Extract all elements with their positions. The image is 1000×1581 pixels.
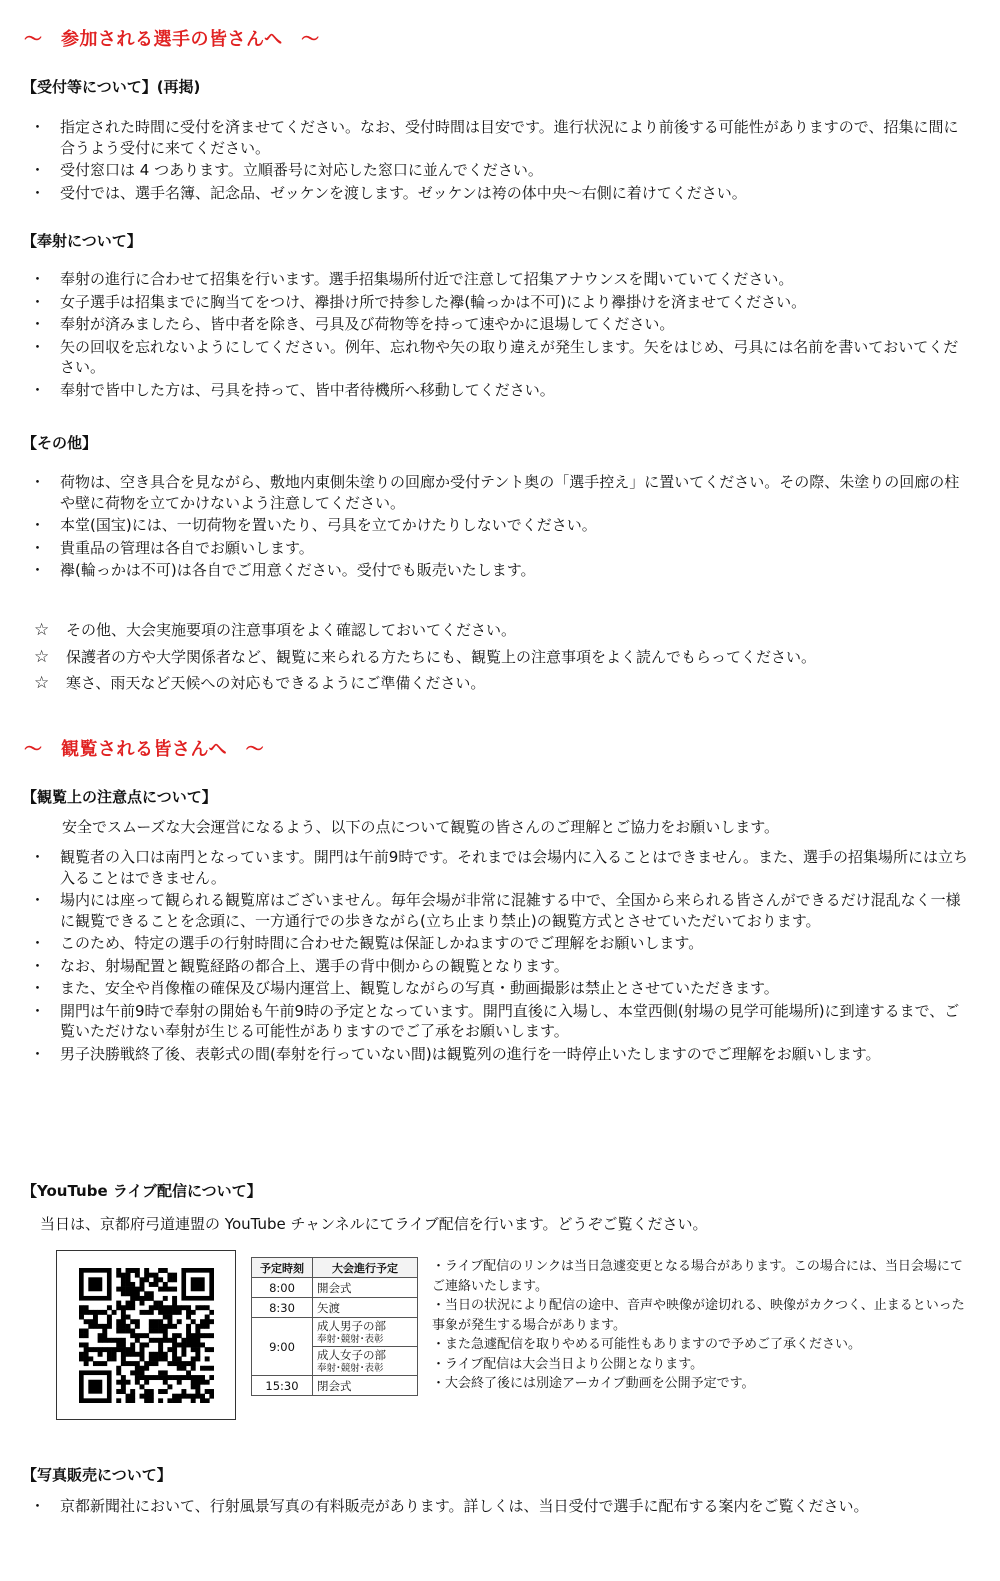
bullet-icon: ・ <box>30 161 46 179</box>
bullet-icon: ・ <box>30 473 46 491</box>
notes-star-list <box>34 620 974 700</box>
table-row <box>252 1298 418 1318</box>
bullet-icon: ・ <box>30 118 46 136</box>
list-item: ・ 開門は午前9時で奉射の開始も午前9時の予定となっています。開門直後に入場し、本堂西側(射場の見学可能場所)に到達するまで、ご覧いただけない奉射が生じる可能性がありますのでご了承をお願いします。 <box>30 1001 960 1040</box>
participants-section-title: ～ 参加される選手の皆さんへ ～ <box>24 29 320 50</box>
table-row <box>252 1278 418 1298</box>
list-item: ・ 男子決勝戦終了後、表彰式の間(奉射を行っていない間)は観覧列の進行を一時停止いたしますのでご理解をお願いします。 <box>30 1044 881 1063</box>
list-item: ☆ その他、大会実施要項の注意事項をよく確認しておいてください。 <box>34 620 517 640</box>
note-item: ・ライブ配信のリンクは当日急遽変更となる場合があります。この場合には、当日会場にてご連絡いたします。 <box>432 1259 963 1294</box>
bullet-icon: ・ <box>30 516 46 534</box>
list-item: ・ 受付窓口は 4 つあります。立順番号に対応した窓口に並んでください。 <box>30 161 543 179</box>
qr-code-frame <box>56 1250 236 1420</box>
reception-heading: 【受付等について】(再掲) <box>22 78 201 96</box>
list-item: ・ 観覧者の入口は南門となっています。開門は午前9時です。それまでは会場内に入ることはできません。また、選手の招集場所には立ち入ることはできません。 <box>30 848 969 887</box>
list-item: ・ 受付では、選手名簿、記念品、ゼッケンを渡します。ゼッケンは袴の体中央～右側に着けてください。 <box>30 183 747 202</box>
col-event-header: 大会進行予定 <box>313 1258 418 1278</box>
list-item: ・ 襷(輪っかは不可)は各自でご用意ください。受付でも販売いたします。 <box>30 561 536 579</box>
spectators-intro: 安全でスムーズな大会運営になるよう、以下の点について観覧の皆さんのご理解とご協力をお願いします。 <box>62 818 780 836</box>
list-item: ・ 荷物は、空き具合を見ながら、敷地内東側朱塗りの回廊か受付テント奥の「選手控え」に置いてください。その際、朱塗りの回廊の柱や壁に荷物を立てかけないよう注意してください。 <box>30 473 960 512</box>
youtube-heading: 【YouTube ライブ配信について】 <box>22 1182 262 1200</box>
schedule-event: 矢渡 <box>313 1298 418 1318</box>
schedule-event: 開会式 <box>313 1278 418 1298</box>
bullet-icon: ・ <box>30 934 46 952</box>
list-item: ・ また、安全や肖像権の確保及び場内運営上、観覧しながらの写真・動画撮影は禁止とさせていただきます。 <box>30 979 779 997</box>
bullet-icon: ・ <box>30 1497 46 1515</box>
schedule-time: 8:30 <box>252 1298 313 1318</box>
bullet-icon: ・ <box>30 380 46 399</box>
list-item: ・ 場内には座って観られる観覧席はございません。毎年会場が非常に混雑する中で、全国から来られる皆さんができるだけ混乱なく一様に観覧できることを念頭に、一方通行での歩きながら(立ち止まり禁止)の観覧方式とさせていただいております。 <box>30 891 961 930</box>
list-item: ・ 貴重品の管理は各自でお願いします。 <box>30 538 314 557</box>
note-item: ・大会終了後には別途アーカイブ動画を公開予定です。 <box>432 1376 755 1391</box>
schedule-event-detail: 奉射･競射･表彰 <box>317 1334 384 1345</box>
spectators-heading: 【観覧上の注意点について】 <box>22 788 217 806</box>
bullet-icon: ・ <box>30 337 46 356</box>
schedule-event: 成人男子の部 奉射･競射･表彰 <box>313 1318 418 1347</box>
youtube-notes <box>432 1257 972 1394</box>
bullet-icon: ・ <box>30 1044 46 1063</box>
bullet-icon: ・ <box>30 315 46 333</box>
bullet-icon: ・ <box>30 848 46 866</box>
bullet-icon: ・ <box>30 561 46 579</box>
star-icon: ☆ <box>34 620 50 640</box>
schedule-event: 成人女子の部 奉射･競射･表彰 <box>313 1347 418 1376</box>
list-item: ・ このため、特定の選手の行射時間に合わせた観覧は保証しかねますのでご理解をお願いします。 <box>30 934 704 952</box>
list-item: ・ 奉射の進行に合わせて招集を行います。選手招集場所付近で注意して招集アナウンスを聞いていてください。 <box>30 270 794 288</box>
shooting-list <box>30 269 970 402</box>
list-item: ・ 奉射で皆中した方は、弓具を持って、皆中者待機所へ移動してください。 <box>30 380 555 399</box>
bullet-icon: ・ <box>30 956 46 975</box>
star-icon: ☆ <box>34 646 50 667</box>
note-item: ・ライブ配信は大会当日より公開となります。 <box>432 1356 704 1372</box>
shooting-heading: 【奉射について】 <box>22 232 142 250</box>
bullet-icon: ・ <box>30 538 46 557</box>
schedule-header-row <box>252 1258 418 1278</box>
photo-list <box>30 1496 970 1519</box>
reception-list <box>30 117 970 205</box>
schedule-time: 8:00 <box>252 1278 313 1298</box>
note-item: ・また急遽配信を取りやめる可能性もありますので予めご了承ください。 <box>432 1337 862 1352</box>
bullet-icon: ・ <box>30 270 46 288</box>
spectators-list <box>30 847 970 1066</box>
table-row <box>252 1376 418 1396</box>
photo-heading: 【写真販売について】 <box>22 1466 172 1484</box>
other-heading: 【その他】 <box>22 434 98 452</box>
col-time-header: 予定時刻 <box>252 1258 313 1278</box>
table-row <box>252 1318 418 1347</box>
other-list <box>30 472 970 583</box>
list-item: ・ 女子選手は招集までに胸当てをつけ、襷掛け所で持参した襷(輪っかは不可)により襷掛けを済ませてください。 <box>30 292 807 311</box>
list-item: ・ 京都新聞社において、行射風景写真の有料販売があります。詳しくは、当日受付で選手に配布する案内をご覧ください。 <box>30 1497 869 1515</box>
schedule-table <box>251 1257 418 1396</box>
list-item: ☆ 寒さ、雨天など天候への対応もできるようにご準備ください。 <box>34 673 486 693</box>
spectators-section-title: ～ 観覧される皆さんへ ～ <box>24 739 265 760</box>
schedule-event: 閉会式 <box>313 1376 418 1396</box>
schedule-time: 9:00 <box>252 1318 313 1376</box>
star-icon: ☆ <box>34 673 50 693</box>
list-item: ・ なお、射場配置と観覧経路の都合上、選手の背中側からの観覧となります。 <box>30 956 569 975</box>
list-item: ☆ 保護者の方や大学関係者など、観覧に来られる方たちにも、観覧上の注意事項をよく読んでもらってください。 <box>34 646 817 667</box>
bullet-icon: ・ <box>30 1001 46 1020</box>
note-item: ・当日の状況により配信の途中、音声や映像が途切れる、映像がカクつく、止まるといった事象が発生する場合があります。 <box>432 1298 965 1333</box>
bullet-icon: ・ <box>30 292 46 311</box>
schedule-event-detail: 奉射･競射･表彰 <box>317 1363 384 1374</box>
bullet-icon: ・ <box>30 891 46 909</box>
youtube-intro: 当日は、京都府弓道連盟の YouTube チャンネルにてライブ配信を行います。どうぞご覧ください。 <box>40 1215 708 1233</box>
bullet-icon: ・ <box>30 183 46 202</box>
list-item: ・ 指定された時間に受付を済ませてください。なお、受付時間は目安です。進行状況により前後する可能性がありますので、招集に間に合うよう受付に来てください。 <box>30 118 959 157</box>
list-item: ・ 矢の回収を忘れないようにしてください。例年、忘れ物や矢の取り違えが発生します。矢をはじめ、弓具には名前を書いておいてください。 <box>30 337 959 376</box>
schedule-time: 15:30 <box>252 1376 313 1396</box>
list-item: ・ 奉射が済みましたら、皆中者を除き、弓具及び荷物等を持って速やかに退場してください。 <box>30 315 675 333</box>
list-item: ・ 本堂(国宝)には、一切荷物を置いたり、弓具を立てかけたりしないでください。 <box>30 516 597 534</box>
qr-code-icon[interactable] <box>79 1268 214 1403</box>
bullet-icon: ・ <box>30 979 46 997</box>
